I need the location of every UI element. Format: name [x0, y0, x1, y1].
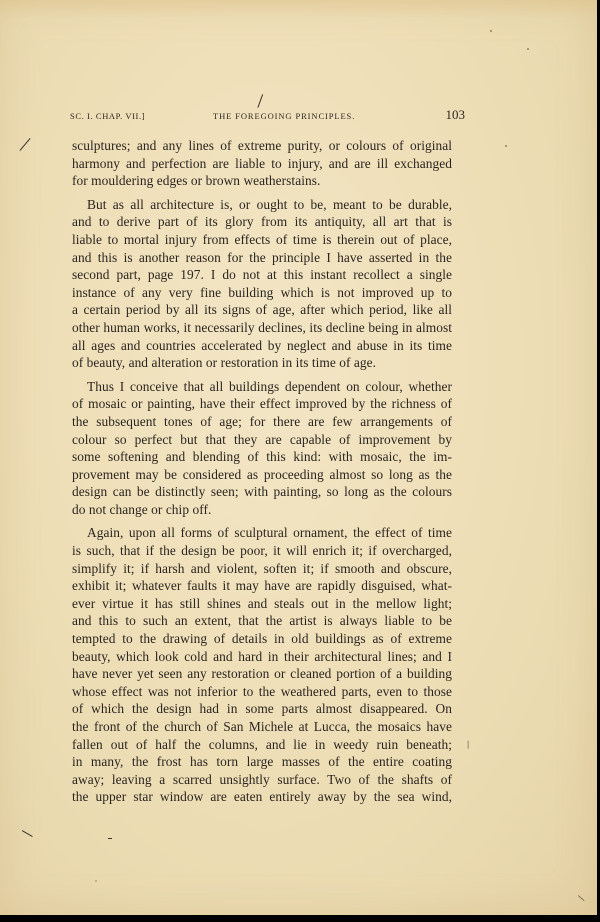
- text-line: liable to mortal injury from effects of time is therein out of place,: [72, 231, 452, 247]
- paper-speck: [527, 48, 529, 50]
- text-line: But as all architecture is, or ought to be, meant to be durable,: [87, 196, 452, 212]
- text-line: tempted to the drawing of details in old buildings as of extreme: [72, 631, 452, 647]
- text-line: sculptures; and any lines of extreme purity, or colours of original: [72, 138, 452, 153]
- text-line: provement may be considered as proceeding almost so long as the: [72, 466, 452, 482]
- pencil-mark: [467, 741, 468, 749]
- text-line: whose effect was not inferior to the weathered parts, even to those: [72, 683, 452, 699]
- paper-speck: [95, 880, 97, 882]
- running-head: [70, 107, 465, 125]
- text-line: simplify it; if harsh and violent, soften it; if smooth and obscure,: [72, 560, 452, 576]
- text-line: do not change or chip off.: [72, 501, 212, 517]
- paper-speck: [490, 30, 492, 32]
- paper-speck: [505, 145, 507, 147]
- text-line: a certain period by all its signs of age, after which period, like all: [72, 302, 452, 318]
- text-line: instance of any very fine building which is not improved up to: [72, 284, 452, 300]
- text-line: and this is another reason for the principle I have asserted in the: [72, 249, 452, 265]
- body-text: [72, 137, 452, 812]
- text-line: and to derive part of its glory from its antiquity, all art that is: [72, 214, 452, 230]
- text-line: is such, that if the design be poor, it will enrich it; if overcharged,: [72, 543, 452, 559]
- text-line: of mosaic or painting, have their effect improved by the richness of: [72, 396, 452, 412]
- text-line: Again, upon all forms of sculptural ornament, the effect of time: [87, 525, 452, 541]
- text-line: away; leaving a scarred unsightly surface. Two of the shafts of: [72, 771, 452, 787]
- pencil-mark: [257, 94, 263, 108]
- text-line: other human works, it necessarily declines, its decline being in almost: [72, 319, 452, 335]
- text-line: in many, the frost has torn large masses of the entire coating: [72, 754, 452, 770]
- text-line: harmony and perfection are liable to injury, and are ill exchanged: [72, 155, 452, 171]
- text-line: of which the design had in some parts almost disappeared. On: [72, 701, 452, 717]
- text-line: ever virtue it has still shines and steals out in the mellow light;: [72, 595, 452, 611]
- paragraph: [72, 137, 452, 190]
- text-line: some softening and blending of this kind: with mosaic, the im-: [72, 449, 452, 465]
- chapter-title: THE FOREGOING PRINCIPLES.: [213, 111, 356, 121]
- pencil-mark: [20, 138, 31, 151]
- text-line: the subsequent tones of age; for there are few arrangements of: [72, 413, 452, 429]
- text-line: beauty, which look cold and hard in their architectural lines; and I: [72, 648, 452, 664]
- text-line: and this to such an extent, that the artist is always liable to be: [72, 613, 452, 629]
- pencil-mark: [108, 838, 112, 839]
- paragraph: [72, 524, 452, 806]
- paragraph: [72, 378, 452, 519]
- text-line: second part, page 197. I do not at this instant recollect a single: [72, 267, 452, 283]
- pencil-mark: [578, 895, 585, 901]
- paragraph: [72, 196, 452, 372]
- text-line: exhibit it; whatever faults it may have are rapidly disguised, what-: [72, 578, 452, 594]
- text-line: the front of the church of San Michele at Lucca, the mosaics have: [72, 719, 452, 734]
- page-number: 103: [445, 107, 465, 122]
- text-line: Thus I conceive that all buildings dependent on colour, whether: [87, 378, 452, 394]
- pencil-mark: [22, 830, 33, 837]
- text-line: all ages and countries accelerated by neglect and abuse in its time: [72, 337, 452, 353]
- text-line: fallen out of half the columns, and lie in weedy ruin beneath;: [72, 736, 452, 752]
- chapter-reference: SC. I. CHAP. VII.]: [70, 111, 146, 121]
- text-line: have never yet seen any restoration or cleaned portion of a building: [72, 666, 452, 682]
- text-line: design can be distinctly seen; with painting, so long as the colours: [72, 484, 452, 500]
- text-line: colour so perfect but that they are capable of improvement by: [72, 431, 452, 447]
- text-line: for mouldering edges or brown weatherstains.: [72, 173, 321, 189]
- text-line: of beauty, and alteration or restoration in its time of age.: [72, 355, 377, 371]
- text-line: the upper star window are eaten entirely away by the sea wind,: [72, 789, 452, 805]
